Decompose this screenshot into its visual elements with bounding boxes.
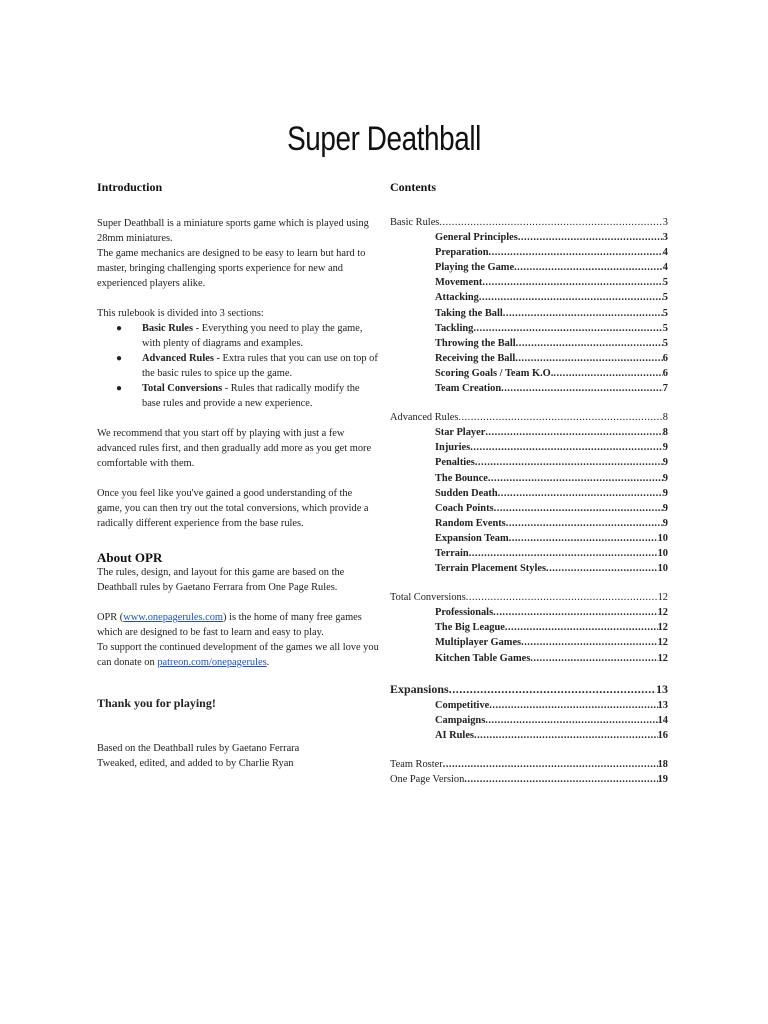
toc-leader-dots xyxy=(458,410,662,425)
bullet-icon: ● xyxy=(116,383,123,394)
toc-label: Movement xyxy=(435,277,483,289)
toc-page-number: 8 xyxy=(662,427,668,439)
toc-leader-dots xyxy=(553,366,662,381)
toc-section-entry[interactable] xyxy=(390,772,668,787)
toc-leader-dots xyxy=(443,757,658,772)
toc-page-number: 9 xyxy=(662,442,668,454)
toc-page-number: 3 xyxy=(662,232,668,244)
toc-page-number: 9 xyxy=(662,487,668,499)
toc-page-number: 13 xyxy=(657,699,668,711)
section-item xyxy=(97,351,379,381)
toc-subsection-entry[interactable] xyxy=(390,321,668,336)
toc-label: Star Player xyxy=(435,427,486,439)
toc-label: One Page Version xyxy=(390,774,465,785)
toc-subsection-entry[interactable] xyxy=(390,471,668,486)
intro-paragraph-2: The game mechanics are designed to be easy to learn but hard to master, bringing challenging sports experience for new and experienced players alike. xyxy=(97,248,366,289)
toc-leader-dots xyxy=(464,772,657,787)
toc-page-number: 9 xyxy=(662,517,668,529)
toc-label: Professionals xyxy=(435,607,494,619)
toc-page-number: 6 xyxy=(662,352,668,364)
toc-label: Competitive xyxy=(435,699,490,711)
toc-page-number: 13 xyxy=(656,681,668,696)
toc-leader-dots xyxy=(485,425,662,440)
section-desc: - Everything you need to play the game, with plenty of diagrams and examples. xyxy=(142,323,363,349)
toc-section-entry[interactable] xyxy=(390,590,668,605)
toc-page-number: 19 xyxy=(657,774,668,785)
toc-subsection-entry[interactable] xyxy=(390,260,668,275)
toc-label: Receiving the Ball xyxy=(435,352,516,364)
toc-label: Playing the Game xyxy=(435,262,515,274)
about-paragraph-1: The rules, design, and layout for this game are based on the Deathball rules by Gaetano Ferrara from One Page Rules. xyxy=(97,567,345,593)
section-name: Basic Rules xyxy=(142,323,194,334)
toc-leader-dots xyxy=(469,546,658,561)
toc-leader-dots xyxy=(518,230,663,245)
toc-label: Total Conversions xyxy=(390,592,466,604)
toc-page-number: 12 xyxy=(657,652,668,664)
toc-subsection-entry[interactable] xyxy=(390,501,668,516)
credits-line-1: Based on the Deathball rules by Gaetano Ferrara xyxy=(97,743,300,754)
toc-leader-dots xyxy=(493,605,657,620)
toc-label: Kitchen Table Games xyxy=(435,652,531,664)
toc-leader-dots xyxy=(474,728,658,743)
toc-leader-dots xyxy=(475,455,663,470)
toc-leader-dots xyxy=(439,215,662,230)
section-desc: - Rules that radically modify the base rules and provide a new experience. xyxy=(142,383,360,409)
intro-paragraph-5: Once you feel like you've gained a good understanding of the game, you can then try out the total conversions, which provide a radically different experience from the base rules. xyxy=(97,488,369,529)
toc-label: Attacking xyxy=(435,292,479,304)
toc-page-number: 18 xyxy=(657,758,668,770)
intro-paragraph-1: Super Deathball is a miniature sports game which is played using 28mm miniatures. xyxy=(97,218,369,244)
sections-list xyxy=(97,321,379,411)
toc-subsection-entry[interactable] xyxy=(390,306,668,321)
toc-page-number: 16 xyxy=(657,729,668,741)
toc-leader-dots xyxy=(466,590,658,605)
toc-page-number: 6 xyxy=(662,367,668,379)
toc-label: Tackling xyxy=(435,322,474,334)
section-item xyxy=(97,321,379,351)
toc-subsection-entry[interactable] xyxy=(390,605,668,620)
toc-subsection-entry[interactable] xyxy=(390,455,668,470)
toc-page-number: 12 xyxy=(657,607,668,619)
toc-leader-dots xyxy=(479,290,663,305)
toc-subsection-entry[interactable] xyxy=(390,351,668,366)
toc-page-number: 14 xyxy=(657,714,668,726)
toc-leader-dots xyxy=(503,306,663,321)
toc-label: The Bounce xyxy=(435,472,488,484)
section-item xyxy=(97,381,379,411)
toc-page-number: 9 xyxy=(662,472,668,484)
document-title: Super Deathball xyxy=(287,120,481,158)
toc-page-number: 9 xyxy=(662,457,668,469)
toc-subsection-entry[interactable] xyxy=(390,440,668,455)
table-of-contents xyxy=(390,215,668,787)
toc-page-number: 7 xyxy=(662,383,668,395)
toc-page-number: 9 xyxy=(662,502,668,514)
toc-section-entry[interactable] xyxy=(390,757,668,772)
toc-label: Random Events xyxy=(435,517,506,529)
about-text: OPR ( xyxy=(97,612,124,623)
toc-label: Preparation xyxy=(435,247,489,259)
toc-leader-dots xyxy=(485,713,657,728)
toc-subsection-entry[interactable] xyxy=(390,381,668,396)
intro-paragraph-3: This rulebook is divided into 3 sections: xyxy=(97,308,264,319)
toc-page-number: 4 xyxy=(662,262,668,274)
toc-section-entry[interactable] xyxy=(390,680,668,698)
toc-leader-dots xyxy=(546,561,658,576)
toc-label: The Big League xyxy=(435,622,505,634)
toc-leader-dots xyxy=(505,620,658,635)
toc-subsection-entry[interactable] xyxy=(390,561,668,576)
section-desc: - Extra rules that you can use on top of the basic rules to spice up the game. xyxy=(142,353,378,379)
left-column xyxy=(97,180,379,771)
toc-page-number: 12 xyxy=(657,637,668,649)
thanks-heading: Thank you for playing! xyxy=(97,696,216,710)
toc-subsection-entry[interactable] xyxy=(390,651,668,666)
toc-page-number: 3 xyxy=(662,217,668,228)
toc-subsection-entry[interactable] xyxy=(390,290,668,305)
about-text: . xyxy=(266,657,270,668)
bullet-icon: ● xyxy=(116,353,123,364)
toc-label: Campaigns xyxy=(435,714,486,726)
toc-leader-dots xyxy=(489,698,657,713)
toc-leader-dots xyxy=(521,635,658,650)
toc-subsection-entry[interactable] xyxy=(390,230,668,245)
toc-section-entry[interactable] xyxy=(390,410,668,425)
toc-label: Penalties xyxy=(435,457,475,469)
about-text: To support the continued development of the games we all love you can donate on xyxy=(97,642,379,668)
toc-page-number: 12 xyxy=(657,592,668,604)
toc-leader-dots xyxy=(482,275,662,290)
contents-heading: Contents xyxy=(390,180,437,194)
toc-subsection-entry[interactable] xyxy=(390,486,668,501)
toc-subsection-entry[interactable] xyxy=(390,713,668,728)
toc-label: Taking the Ball xyxy=(435,307,503,319)
about-paragraph-2 xyxy=(97,610,379,640)
patreon-link[interactable]: patreon.com/onepagerules xyxy=(157,657,267,668)
toc-page-number: 10 xyxy=(657,563,668,575)
toc-label: Terrain Placement Styles xyxy=(435,563,547,575)
toc-label: Coach Points xyxy=(435,502,494,514)
toc-leader-dots xyxy=(501,381,663,396)
toc-label: Expansions xyxy=(390,681,449,696)
toc-label: Team Roster xyxy=(390,758,443,770)
toc-label: Team Creation xyxy=(435,383,502,395)
toc-leader-dots xyxy=(473,321,662,336)
toc-leader-dots xyxy=(516,336,663,351)
about-text: ) is the home of many free games which are designed to be fast to learn and easy to play. xyxy=(97,612,362,638)
toc-label: Throwing the Ball xyxy=(435,337,516,349)
toc-label: Basic Rules xyxy=(390,217,440,228)
toc-subsection-entry[interactable] xyxy=(390,546,668,561)
toc-leader-dots xyxy=(515,351,663,366)
toc-leader-dots xyxy=(470,440,663,455)
toc-page-number: 10 xyxy=(657,532,668,544)
toc-subsection-entry[interactable] xyxy=(390,425,668,440)
toc-leader-dots xyxy=(514,260,663,275)
contents-column xyxy=(390,180,670,787)
about-paragraph-3 xyxy=(97,640,379,670)
bullet-icon: ● xyxy=(116,323,123,334)
toc-leader-dots xyxy=(449,680,656,698)
toc-page-number: 12 xyxy=(657,622,668,634)
toc-page-number: 5 xyxy=(662,337,668,349)
toc-subsection-entry[interactable] xyxy=(390,275,668,290)
toc-subsection-entry[interactable] xyxy=(390,531,668,546)
toc-label: Injuries xyxy=(435,442,471,454)
toc-leader-dots xyxy=(489,245,663,260)
toc-leader-dots xyxy=(530,651,657,666)
toc-page-number: 10 xyxy=(657,547,668,559)
toc-leader-dots xyxy=(506,516,663,531)
toc-label: General Principles xyxy=(435,232,518,244)
about-heading: About OPR xyxy=(97,550,163,565)
toc-leader-dots xyxy=(494,501,663,516)
toc-label: AI Rules xyxy=(435,729,474,741)
credits-line-2: Tweaked, edited, and added to by Charlie Ryan xyxy=(97,758,294,769)
toc-subsection-entry[interactable] xyxy=(390,366,668,381)
introduction-heading: Introduction xyxy=(97,180,163,194)
toc-leader-dots xyxy=(488,471,663,486)
section-name: Advanced Rules xyxy=(142,353,214,364)
toc-label: Expansion Team xyxy=(435,532,509,544)
toc-page-number: 4 xyxy=(662,247,668,259)
toc-leader-dots xyxy=(509,531,658,546)
toc-label: Sudden Death xyxy=(435,487,498,499)
toc-subsection-entry[interactable] xyxy=(390,245,668,260)
toc-label: Multiplayer Games xyxy=(435,637,522,649)
toc-section-entry[interactable] xyxy=(390,215,668,230)
toc-page-number: 8 xyxy=(662,412,668,424)
toc-subsection-entry[interactable] xyxy=(390,620,668,635)
toc-subsection-entry[interactable] xyxy=(390,698,668,713)
toc-subsection-entry[interactable] xyxy=(390,635,668,650)
toc-subsection-entry[interactable] xyxy=(390,728,668,743)
toc-subsection-entry[interactable] xyxy=(390,336,668,351)
intro-paragraph-4: We recommend that you start off by playing with just a few advanced rules first, and then gradually add more as you get more comfortable with them. xyxy=(97,428,372,469)
toc-page-number: 5 xyxy=(662,322,668,334)
toc-label: Scoring Goals / Team K.O. xyxy=(435,367,554,379)
opr-website-link[interactable]: www.onepagerules.com xyxy=(123,612,224,623)
toc-label: Terrain xyxy=(435,547,469,559)
toc-subsection-entry[interactable] xyxy=(390,516,668,531)
toc-leader-dots xyxy=(498,486,663,501)
toc-label: Advanced Rules xyxy=(390,412,459,424)
toc-page-number: 5 xyxy=(662,307,668,319)
toc-page-number: 5 xyxy=(662,292,668,304)
section-name: Total Conversions xyxy=(142,383,223,394)
toc-page-number: 5 xyxy=(662,277,668,289)
